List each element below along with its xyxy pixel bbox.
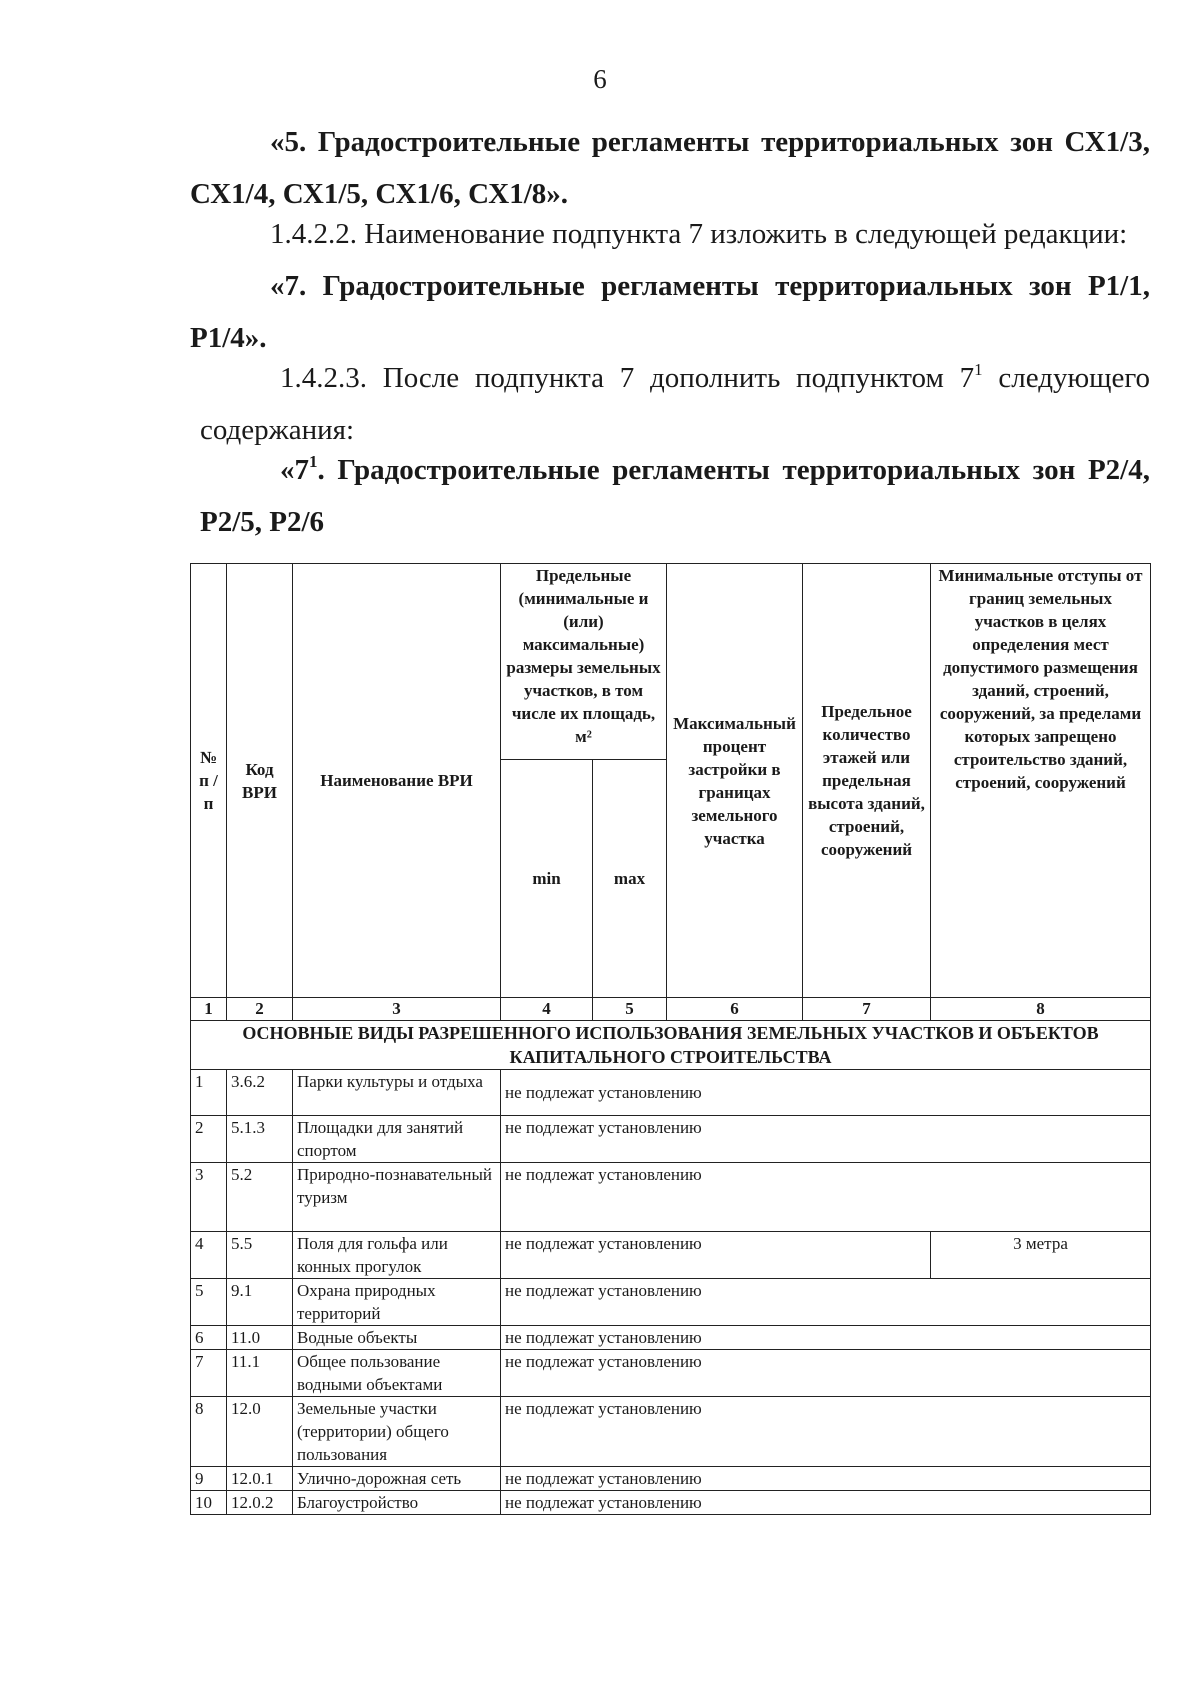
row-name: Земельные участки (территории) общего пользования <box>293 1397 501 1467</box>
column-number: 4 <box>501 998 593 1021</box>
column-number: 5 <box>593 998 667 1021</box>
row-value: не подлежат установлению <box>501 1232 931 1279</box>
regulations-table <box>190 563 1151 1515</box>
row-name: Улично-дорожная сеть <box>293 1467 501 1491</box>
row-value: не подлежат установлению <box>501 1163 1151 1232</box>
header-floors: Предельное количество этажей или предельная высота зданий, строений, сооружений <box>803 564 931 998</box>
row-code: 5.5 <box>227 1232 293 1279</box>
row-value: не подлежат установлению <box>501 1116 1151 1163</box>
row-number: 1 <box>191 1070 227 1116</box>
row-value: не подлежат установлению <box>501 1279 1151 1326</box>
column-numbers-row <box>191 998 1151 1021</box>
header-max: max <box>593 760 667 998</box>
table-row <box>191 1163 1151 1232</box>
table-row <box>191 1326 1151 1350</box>
row-number: 7 <box>191 1350 227 1397</box>
row-name: Водные объекты <box>293 1326 501 1350</box>
row-name: Природно-познавательный туризм <box>293 1163 501 1232</box>
row-setback: 3 метра <box>931 1232 1151 1279</box>
header-code: Код ВРИ <box>227 564 293 998</box>
row-name: Охрана природных территорий <box>293 1279 501 1326</box>
row-number: 9 <box>191 1467 227 1491</box>
row-number: 10 <box>191 1491 227 1515</box>
table-row <box>191 1116 1151 1163</box>
heading-p2-zones: «$7^1$. Градостроительные регламенты территориальных зон Р2/4, Р2/5, Р2/6 <box>200 452 1150 538</box>
row-code: 3.6.2 <box>227 1070 293 1116</box>
row-number: 2 <box>191 1116 227 1163</box>
paragraph-1-4-2-3: 1.4.2.3. После подпункта 7 дополнить подпунктом $7^1$ следующего содержания: <box>200 360 1150 446</box>
table-row <box>191 1397 1151 1467</box>
table-row <box>191 1350 1151 1397</box>
column-number: 6 <box>667 998 803 1021</box>
row-value: не подлежат установлению <box>501 1350 1151 1397</box>
row-code: 11.1 <box>227 1350 293 1397</box>
row-name: Поля для гольфа или конных прогулок <box>293 1232 501 1279</box>
paragraph-1-4-2-2: 1.4.2.2. Наименование подпункта 7 изложить в следующей редакции: <box>270 218 1128 250</box>
table-row <box>191 1070 1151 1116</box>
row-code: 5.2 <box>227 1163 293 1232</box>
row-name: Площадки для занятий спортом <box>293 1116 501 1163</box>
table-row <box>191 1232 1151 1279</box>
heading-p1-zones: «7. Градостроительные регламенты территориальных зон Р1/1, Р1/4». <box>190 270 1150 354</box>
header-min: min <box>501 760 593 998</box>
row-code: 12.0 <box>227 1397 293 1467</box>
row-code: 12.0.1 <box>227 1467 293 1491</box>
heading-cx-zones: «5. Градостроительные регламенты территориальных зон СХ1/3, СХ1/4, СХ1/5, СХ1/6, СХ1/8». <box>190 126 1150 210</box>
row-name: Благоустройство <box>293 1491 501 1515</box>
column-number: 1 <box>191 998 227 1021</box>
row-code: 12.0.2 <box>227 1491 293 1515</box>
row-code: 11.0 <box>227 1326 293 1350</box>
column-number: 7 <box>803 998 931 1021</box>
row-number: 6 <box>191 1326 227 1350</box>
table-row <box>191 1467 1151 1491</box>
header-sizes: Предельные (минимальные и (или) максимальные) размеры земельных участков, в том числе их площадь, м² <box>501 564 667 760</box>
row-number: 8 <box>191 1397 227 1467</box>
table-row <box>191 1491 1151 1515</box>
column-number: 3 <box>293 998 501 1021</box>
row-name: Общее пользование водными объектами <box>293 1350 501 1397</box>
column-number: 2 <box>227 998 293 1021</box>
row-code: 5.1.3 <box>227 1116 293 1163</box>
row-name: Парки культуры и отдыха <box>293 1070 501 1116</box>
row-value: не подлежат установлению <box>501 1397 1151 1467</box>
page-number: 6 <box>593 64 607 94</box>
row-code: 9.1 <box>227 1279 293 1326</box>
row-number: 3 <box>191 1163 227 1232</box>
row-value: не подлежат установлению <box>501 1326 1151 1350</box>
row-number: 5 <box>191 1279 227 1326</box>
row-value: не подлежат установлению <box>501 1491 1151 1515</box>
column-number: 8 <box>931 998 1151 1021</box>
header-num: № п / п <box>191 564 227 998</box>
header-setbacks: Минимальные отступы от границ земельных участков в целях определения мест допустимого размещения зданий, строений, сооружений, за пределами которых запрещено строительство зданий, строений, сооружений <box>931 564 1151 998</box>
section-title: ОСНОВНЫЕ ВИДЫ РАЗРЕШЕННОГО ИСПОЛЬЗОВАНИЯ ЗЕМЕЛЬНЫХ УЧАСТКОВ И ОБЪЕКТОВ КАПИТАЛЬНОГО СТРОИТЕЛЬСТВА <box>191 1021 1151 1070</box>
table-row <box>191 1279 1151 1326</box>
row-value: не подлежат установлению <box>501 1467 1151 1491</box>
section-row <box>191 1021 1151 1070</box>
header-name: Наименование ВРИ <box>293 564 501 998</box>
header-coverage: Максимальный процент застройки в границах земельного участка <box>667 564 803 998</box>
row-number: 4 <box>191 1232 227 1279</box>
row-value: не подлежат установлению <box>501 1070 1151 1116</box>
